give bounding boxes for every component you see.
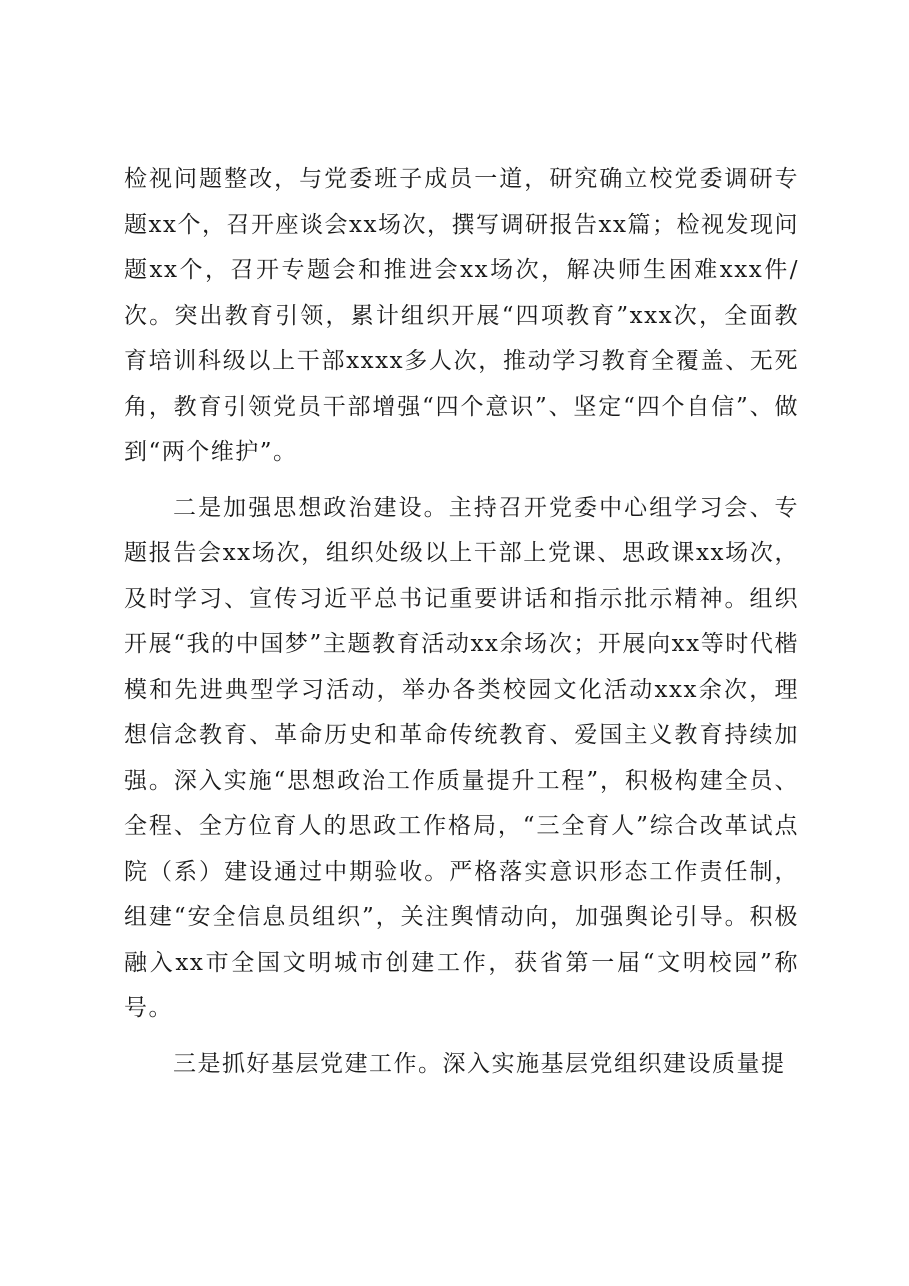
paragraph-continuation: 检视问题整改，与党委班子成员一道，研究确立校党委调研专题xx个，召开座谈会xx场次，撰写调研报告xx篇；检视发现问题xx个，召开专题会和推进会xx场次，解决师生困难xxx件/次。突出教育引领，累计组织开展“四项教育”xxx次，全面教育培训科级以上干部xxxx多人次，推动学习教育全覆盖、无死角，教育引领党员干部增强“四个意识”、坚定“四个自信”、做到“两个维护”。	[124, 166, 799, 465]
paragraph-ideological-political-building: 二是加强思想政治建设。主持召开党委中心组学习会、专题报告会xx场次，组织处级以上干部上党课、思政课xx场次，及时学习、宣传习近平总书记重要讲话和指示批示精神。组织开展“我的中国梦”主题教育活动xx余场次；开展向xx等时代楷模和先进典型学习活动，举办各类校园文化活动xxx余次，理想信念教育、革命历史和革命传统教育、爱国主义教育持续加强。深入实施“思想政治工作质量提升工程”，积极构建全员、全程、全方位育人的思政工作格局，“三全育人”综合改革试点院（系）建设通过中期验收。严格落实意识形态工作责任制，组建“安全信息员组织”，关注舆情动向，加强舆论引导。积极融入xx市全国文明城市创建工作，获省第一届“文明校园”称号。	[124, 494, 799, 1021]
document-body	[124, 157, 799, 1097]
paragraph-grassroots-party-building: 三是抓好基层党建工作。深入实施基层党组织建设质量提	[173, 1050, 786, 1077]
